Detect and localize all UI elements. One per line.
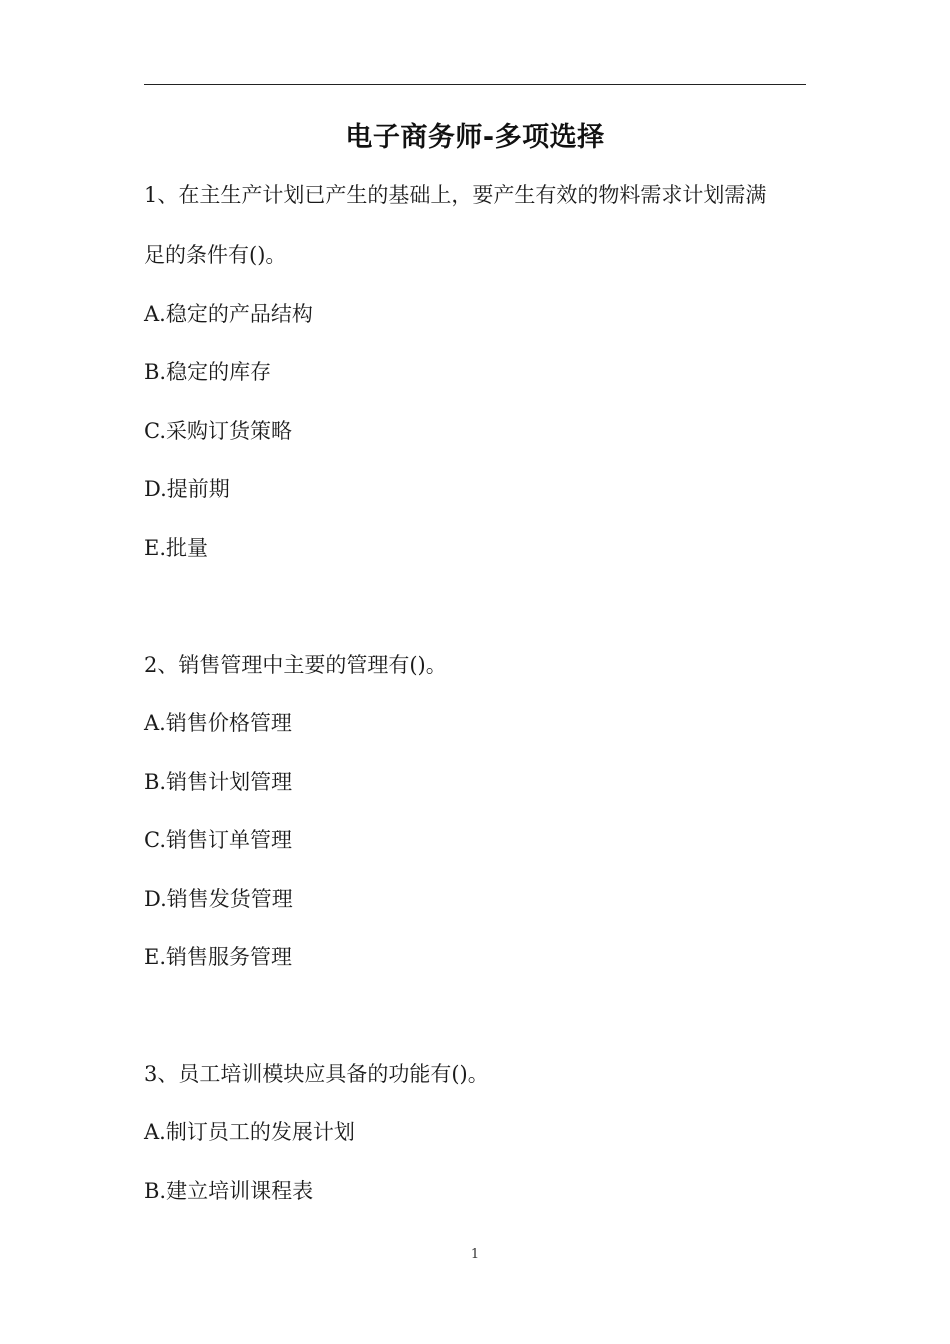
question-3-stem: 3、员工培训模块应具备的功能有()。 (144, 1062, 489, 1086)
question-3-option-b: B.建立培训课程表 (144, 1179, 314, 1203)
question-2-option-a: A.销售价格管理 (144, 711, 292, 735)
question-2-option-e: E.销售服务管理 (144, 945, 293, 969)
question-2-stem: 2、销售管理中主要的管理有()。 (144, 653, 447, 677)
question-2-option-d: D.销售发货管理 (144, 887, 293, 911)
page-number: 1 (470, 1247, 480, 1262)
question-1-stem-line-1: 1、在主生产计划已产生的基础上，要产生有效的物料需求计划需满 (144, 183, 767, 207)
question-2-option-c: C.销售订单管理 (144, 828, 292, 852)
question-1-option-e: E.批量 (144, 536, 209, 560)
question-2-option-b: B.销售计划管理 (144, 770, 293, 794)
page-title: 电子商务师-多项选择 (345, 122, 605, 153)
question-1-option-c: C.采购订货策略 (144, 419, 292, 443)
question-1-stem-line-2: 足的条件有()。 (144, 243, 287, 267)
question-1-option-a: A.稳定的产品结构 (144, 302, 313, 326)
question-1-option-b: B.稳定的库存 (144, 360, 272, 384)
question-1-option-d: D.提前期 (144, 477, 230, 501)
question-3-option-a: A.制订员工的发展计划 (144, 1120, 355, 1144)
header-rule (144, 84, 806, 85)
